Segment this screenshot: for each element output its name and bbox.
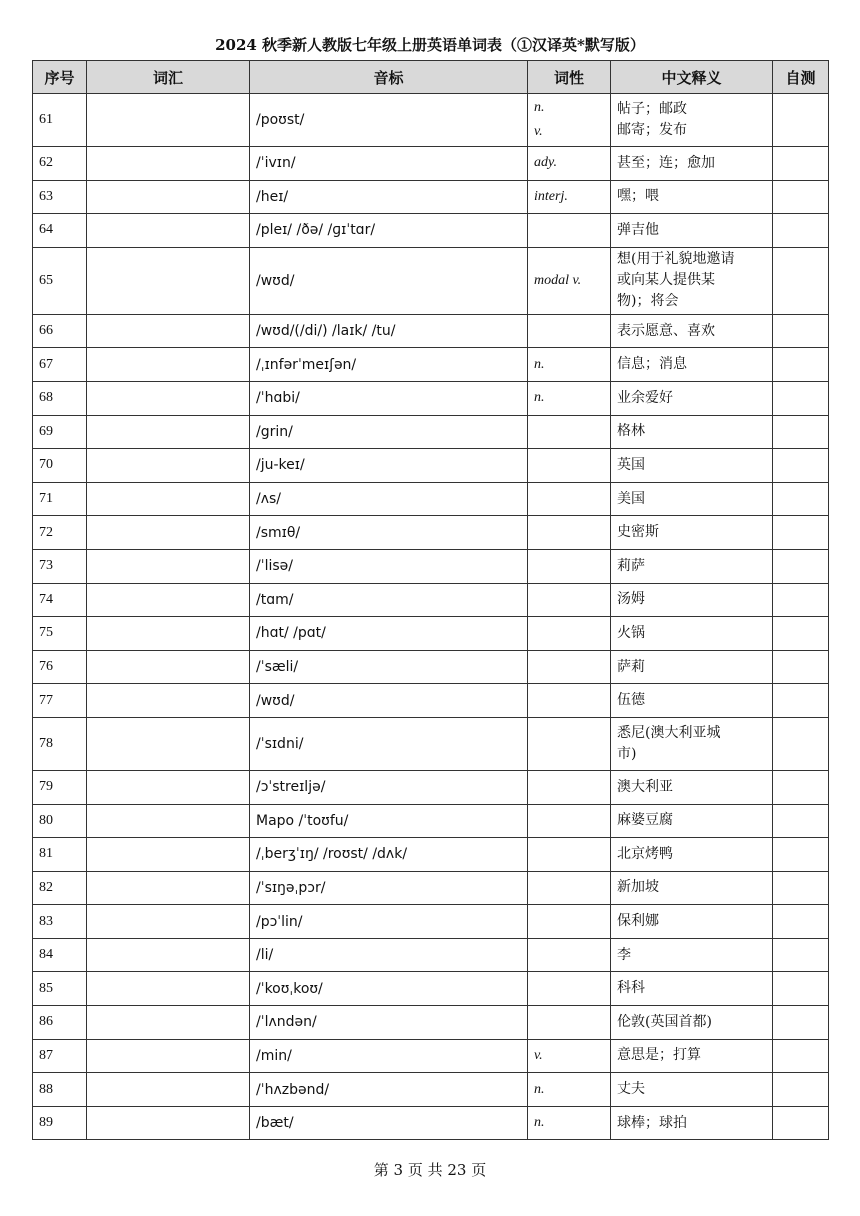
- pos-line: v.: [534, 1047, 543, 1063]
- phonetic-cell: /tɑm/: [250, 583, 528, 617]
- pos-line: v.: [534, 124, 543, 139]
- self-check-cell[interactable]: [773, 549, 829, 583]
- pos-cell: [528, 1106, 611, 1140]
- phonetic-cell: /ˈivɪn/: [250, 147, 528, 181]
- phonetic-cell: /li/: [250, 938, 528, 972]
- meaning-cell: [611, 1106, 773, 1140]
- phonetic-cell: /bæt/: [250, 1106, 528, 1140]
- row-index: 71: [33, 482, 87, 516]
- phonetic-cell: /min/: [250, 1039, 528, 1073]
- meaning-cell: [611, 650, 773, 684]
- table-row: [33, 314, 829, 348]
- word-answer-cell[interactable]: [87, 516, 250, 550]
- meaning-cell: [611, 94, 773, 147]
- pos-cell: [528, 482, 611, 516]
- row-index: 76: [33, 650, 87, 684]
- phonetic-cell: /ˈlisə/: [250, 549, 528, 583]
- self-check-cell[interactable]: [773, 482, 829, 516]
- pos-line: ady.: [534, 155, 557, 171]
- self-check-cell[interactable]: [773, 415, 829, 449]
- self-check-cell[interactable]: [773, 804, 829, 838]
- table-row: [33, 381, 829, 415]
- pos-line: n.: [534, 390, 545, 406]
- word-answer-cell[interactable]: [87, 180, 250, 214]
- word-answer-cell[interactable]: [87, 684, 250, 718]
- word-answer-cell[interactable]: [87, 1039, 250, 1073]
- meaning-cell: [611, 415, 773, 449]
- meaning-line: 帖子；邮政: [617, 101, 687, 117]
- pos-cell: [528, 617, 611, 651]
- meaning-cell: [611, 905, 773, 939]
- pos-cell: [528, 147, 611, 181]
- table-row: [33, 583, 829, 617]
- phonetic-cell: /ˈkoʊˌkoʊ/: [250, 972, 528, 1006]
- phonetic-cell: /pɔˈlin/: [250, 905, 528, 939]
- self-check-cell[interactable]: [773, 1073, 829, 1107]
- pos-cell: [528, 583, 611, 617]
- pos-line: n.: [534, 1115, 545, 1131]
- table-row: [33, 617, 829, 651]
- pos-cell: [528, 94, 611, 147]
- pos-cell: [528, 348, 611, 382]
- meaning-line: 伍德: [617, 692, 645, 709]
- row-index: 73: [33, 549, 87, 583]
- pos-line: modal v.: [534, 272, 582, 288]
- row-index: 65: [33, 247, 87, 314]
- pos-cell: [528, 415, 611, 449]
- word-answer-cell[interactable]: [87, 94, 250, 147]
- pos-line: n.: [534, 356, 545, 372]
- meaning-cell: [611, 381, 773, 415]
- row-index: 66: [33, 314, 87, 348]
- row-index: 62: [33, 147, 87, 181]
- table-row: [33, 684, 829, 718]
- self-check-cell[interactable]: [773, 770, 829, 804]
- pos-cell: [528, 449, 611, 483]
- table-row: [33, 1006, 829, 1040]
- meaning-cell: [611, 1039, 773, 1073]
- header-index: 序号: [33, 61, 87, 94]
- meaning-line: 麻婆豆腐: [617, 812, 673, 829]
- self-check-cell[interactable]: [773, 348, 829, 382]
- table-row: [33, 1106, 829, 1140]
- phonetic-cell: /ʌs/: [250, 482, 528, 516]
- meaning-cell: [611, 684, 773, 718]
- row-index: 86: [33, 1006, 87, 1040]
- header-phonetic: 音标: [250, 61, 528, 94]
- header-word: 词汇: [87, 61, 250, 94]
- row-index: 75: [33, 617, 87, 651]
- meaning-line: 伦敦(英国首都): [617, 1013, 712, 1030]
- row-index: 69: [33, 415, 87, 449]
- word-answer-cell[interactable]: [87, 804, 250, 838]
- table-row: [33, 348, 829, 382]
- table-row: [33, 938, 829, 972]
- self-check-cell[interactable]: [773, 94, 829, 147]
- meaning-line: 甚至；连；愈加: [617, 154, 715, 171]
- meaning-line: 或向某人提供某: [617, 272, 715, 289]
- word-answer-cell[interactable]: [87, 247, 250, 314]
- word-answer-cell[interactable]: [87, 381, 250, 415]
- word-answer-cell[interactable]: [87, 838, 250, 872]
- meaning-line: 邮寄；发布: [617, 122, 687, 138]
- row-index: 82: [33, 871, 87, 905]
- header-pos: 词性: [528, 61, 611, 94]
- meaning-cell: [611, 717, 773, 770]
- table-row: [33, 1073, 829, 1107]
- meaning-cell: [611, 972, 773, 1006]
- self-check-cell[interactable]: [773, 650, 829, 684]
- meaning-line: 汤姆: [617, 591, 645, 608]
- meaning-cell: [611, 214, 773, 248]
- meaning-line: 市): [617, 745, 637, 762]
- meaning-line: 保利娜: [617, 913, 659, 930]
- row-index: 79: [33, 770, 87, 804]
- phonetic-cell: /wʊd/: [250, 247, 528, 314]
- pos-cell: [528, 247, 611, 314]
- pos-cell: [528, 871, 611, 905]
- page-number: 第 3 页 共 23 页: [373, 1161, 487, 1179]
- meaning-cell: [611, 938, 773, 972]
- pos-line: n.: [534, 1081, 545, 1097]
- self-check-cell[interactable]: [773, 147, 829, 181]
- pos-line: interj.: [534, 188, 568, 204]
- meaning-line: 物)；将会: [617, 293, 679, 310]
- word-answer-cell[interactable]: [87, 1106, 250, 1140]
- meaning-cell: [611, 449, 773, 483]
- meaning-cell: [611, 804, 773, 838]
- meaning-line: 英国: [617, 456, 645, 473]
- phonetic-cell: /pleɪ/ /ðə/ /ɡɪˈtɑr/: [250, 214, 528, 248]
- meaning-cell: [611, 314, 773, 348]
- word-answer-cell[interactable]: [87, 314, 250, 348]
- word-answer-cell[interactable]: [87, 147, 250, 181]
- row-index: 80: [33, 804, 87, 838]
- row-index: 72: [33, 516, 87, 550]
- table-body: [33, 94, 829, 1140]
- self-check-cell[interactable]: [773, 838, 829, 872]
- word-answer-cell[interactable]: [87, 214, 250, 248]
- meaning-cell: [611, 247, 773, 314]
- pos-cell: [528, 972, 611, 1006]
- meaning-line: 信息；消息: [617, 356, 687, 373]
- table-row: [33, 770, 829, 804]
- table-row: [33, 972, 829, 1006]
- row-index: 87: [33, 1039, 87, 1073]
- meaning-line: 丈夫: [617, 1081, 645, 1098]
- table-row: [33, 247, 829, 314]
- word-answer-cell[interactable]: [87, 717, 250, 770]
- table-row: [33, 549, 829, 583]
- meaning-line: 意思是；打算: [617, 1047, 701, 1064]
- word-answer-cell[interactable]: [87, 449, 250, 483]
- phonetic-cell: /ˈsɪdni/: [250, 717, 528, 770]
- phonetic-cell: /ju-keɪ/: [250, 449, 528, 483]
- phonetic-cell: Mapo /ˈtoʊfu/: [250, 804, 528, 838]
- meaning-cell: [611, 348, 773, 382]
- phonetic-cell: /wʊd/(/di/) /laɪk/ /tu/: [250, 314, 528, 348]
- table-row: [33, 415, 829, 449]
- header-meaning: 中文释义: [611, 61, 773, 94]
- self-check-cell[interactable]: [773, 381, 829, 415]
- meaning-cell: [611, 180, 773, 214]
- meaning-cell: [611, 482, 773, 516]
- table-row: [33, 804, 829, 838]
- table-row: [33, 482, 829, 516]
- table-row: [33, 147, 829, 181]
- meaning-line: 弹吉他: [617, 221, 659, 238]
- table-row: [33, 516, 829, 550]
- self-check-cell[interactable]: [773, 1106, 829, 1140]
- word-answer-cell[interactable]: [87, 972, 250, 1006]
- phonetic-cell: /poʊst/: [250, 94, 528, 147]
- vocabulary-table: [32, 60, 829, 1140]
- pos-cell: [528, 804, 611, 838]
- phonetic-cell: /ˈlʌndən/: [250, 1006, 528, 1040]
- self-check-cell[interactable]: [773, 214, 829, 248]
- table-row: [33, 94, 829, 147]
- pos-cell: [528, 650, 611, 684]
- row-index: 63: [33, 180, 87, 214]
- table-row: [33, 214, 829, 248]
- self-check-cell[interactable]: [773, 314, 829, 348]
- meaning-cell: [611, 516, 773, 550]
- meaning-line: 李: [617, 946, 631, 963]
- phonetic-cell: /ˌberʒˈɪŋ/ /roʊst/ /dʌk/: [250, 838, 528, 872]
- meaning-cell: [611, 770, 773, 804]
- pos-cell: [528, 838, 611, 872]
- phonetic-cell: /heɪ/: [250, 180, 528, 214]
- meaning-line: 新加坡: [617, 879, 659, 896]
- pos-cell: [528, 770, 611, 804]
- pos-cell: [528, 717, 611, 770]
- pos-cell: [528, 516, 611, 550]
- meaning-line: 悉尼(澳大利亚城: [617, 724, 721, 741]
- pos-cell: [528, 684, 611, 718]
- phonetic-cell: /ˈsæli/: [250, 650, 528, 684]
- meaning-cell: [611, 1006, 773, 1040]
- row-index: 78: [33, 717, 87, 770]
- word-answer-cell[interactable]: [87, 1073, 250, 1107]
- word-answer-cell[interactable]: [87, 650, 250, 684]
- self-check-cell[interactable]: [773, 516, 829, 550]
- word-answer-cell[interactable]: [87, 938, 250, 972]
- table-row: [33, 717, 829, 770]
- pos-cell: [528, 938, 611, 972]
- word-answer-cell[interactable]: [87, 348, 250, 382]
- meaning-line: 史密斯: [617, 524, 659, 541]
- pos-cell: [528, 1006, 611, 1040]
- pos-cell: [528, 1073, 611, 1107]
- pos-cell: [528, 214, 611, 248]
- meaning-cell: [611, 549, 773, 583]
- meaning-cell: [611, 838, 773, 872]
- table-header-row: [33, 61, 829, 94]
- word-answer-cell[interactable]: [87, 905, 250, 939]
- table-row: [33, 650, 829, 684]
- row-index: 89: [33, 1106, 87, 1140]
- pos-cell: [528, 314, 611, 348]
- pos-line: n.: [534, 100, 545, 115]
- self-check-cell[interactable]: [773, 583, 829, 617]
- phonetic-cell: /ɔˈstreɪljə/: [250, 770, 528, 804]
- phonetic-cell: /ˈhʌzbənd/: [250, 1073, 528, 1107]
- meaning-cell: [611, 617, 773, 651]
- row-index: 77: [33, 684, 87, 718]
- word-answer-cell[interactable]: [87, 549, 250, 583]
- meaning-line: 业余爱好: [617, 389, 673, 406]
- self-check-cell[interactable]: [773, 905, 829, 939]
- pos-cell: [528, 1039, 611, 1073]
- meaning-line: 萨莉: [617, 658, 645, 675]
- self-check-cell[interactable]: [773, 1006, 829, 1040]
- row-index: 67: [33, 348, 87, 382]
- meaning-line: 澳大利亚: [617, 778, 673, 795]
- table-row: [33, 1039, 829, 1073]
- phonetic-cell: /grin/: [250, 415, 528, 449]
- meaning-cell: [611, 583, 773, 617]
- table-row: [33, 838, 829, 872]
- phonetic-cell: /ˈsɪŋəˌpɔr/: [250, 871, 528, 905]
- row-index: 61: [33, 94, 87, 147]
- meaning-line: 嘿；喂: [617, 188, 659, 205]
- pos-cell: [528, 549, 611, 583]
- word-answer-cell[interactable]: [87, 482, 250, 516]
- page-title: 2024 秋季新人教版七年级上册英语单词表（①汉译英*默写版）: [215, 36, 645, 54]
- self-check-cell[interactable]: [773, 871, 829, 905]
- meaning-cell: [611, 147, 773, 181]
- self-check-cell[interactable]: [773, 972, 829, 1006]
- self-check-cell[interactable]: [773, 617, 829, 651]
- meaning-line: 科科: [617, 980, 645, 997]
- meaning-line: 想(用于礼貌地邀请: [617, 251, 735, 268]
- phonetic-cell: /ˌɪnfərˈmeɪʃən/: [250, 348, 528, 382]
- pos-cell: [528, 905, 611, 939]
- meaning-cell: [611, 871, 773, 905]
- meaning-line: 莉萨: [617, 557, 645, 574]
- meaning-line: 表示愿意、喜欢: [617, 322, 715, 339]
- row-index: 84: [33, 938, 87, 972]
- phonetic-cell: /ˈhɑbi/: [250, 381, 528, 415]
- word-answer-cell[interactable]: [87, 415, 250, 449]
- word-answer-cell[interactable]: [87, 871, 250, 905]
- table-row: [33, 871, 829, 905]
- word-answer-cell[interactable]: [87, 1006, 250, 1040]
- meaning-line: 美国: [617, 490, 645, 507]
- phonetic-cell: /hɑt/ /pɑt/: [250, 617, 528, 651]
- word-answer-cell[interactable]: [87, 583, 250, 617]
- phonetic-cell: /wʊd/: [250, 684, 528, 718]
- self-check-cell[interactable]: [773, 449, 829, 483]
- pos-cell: [528, 381, 611, 415]
- word-answer-cell[interactable]: [87, 617, 250, 651]
- row-index: 83: [33, 905, 87, 939]
- row-index: 64: [33, 214, 87, 248]
- row-index: 74: [33, 583, 87, 617]
- meaning-cell: [611, 1073, 773, 1107]
- meaning-line: 火锅: [617, 624, 645, 641]
- meaning-line: 北京烤鸭: [617, 845, 673, 862]
- meaning-line: 格林: [617, 423, 645, 440]
- table-row: [33, 449, 829, 483]
- self-check-cell[interactable]: [773, 1039, 829, 1073]
- row-index: 70: [33, 449, 87, 483]
- phonetic-cell: /smɪθ/: [250, 516, 528, 550]
- meaning-line: 球棒；球拍: [617, 1114, 687, 1131]
- row-index: 85: [33, 972, 87, 1006]
- table-row: [33, 180, 829, 214]
- pos-cell: [528, 180, 611, 214]
- self-check-cell[interactable]: [773, 247, 829, 314]
- row-index: 88: [33, 1073, 87, 1107]
- table-row: [33, 905, 829, 939]
- self-check-cell[interactable]: [773, 684, 829, 718]
- row-index: 81: [33, 838, 87, 872]
- row-index: 68: [33, 381, 87, 415]
- header-check: 自测: [773, 61, 829, 94]
- word-answer-cell[interactable]: [87, 770, 250, 804]
- self-check-cell[interactable]: [773, 180, 829, 214]
- self-check-cell[interactable]: [773, 717, 829, 770]
- self-check-cell[interactable]: [773, 938, 829, 972]
